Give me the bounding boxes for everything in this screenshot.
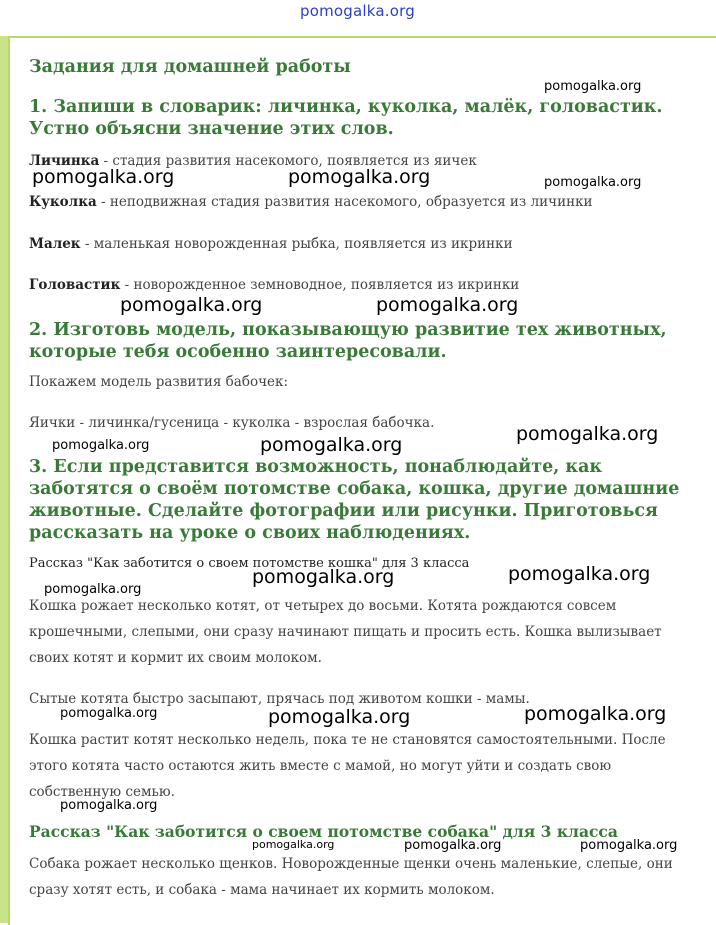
watermark: pomogalka.org — [524, 703, 667, 725]
term-row-pupa — [29, 189, 689, 215]
term-pupa-definition: - неподвижная стадия развития насекомого, образуется из личинки — [96, 194, 593, 210]
watermark: pomogalka.org — [288, 166, 431, 188]
term-fry: Малек — [29, 236, 81, 252]
task1-heading: 1. Запиши в словарик: личинка, куколка, малёк, головастик. Устно объясни значение этих слов. — [29, 97, 663, 139]
site-logo-link[interactable]: pomogalka.org — [300, 2, 415, 20]
site-header — [0, 0, 716, 34]
watermark: pomogalka.org — [376, 294, 519, 316]
watermark: pomogalka.org — [544, 79, 642, 94]
watermark: pomogalka.org — [508, 563, 651, 585]
cat-story-title: Рассказ "Как заботится о своем потомстве кошка" для 3 класса — [29, 556, 470, 571]
watermark: pomogalka.org — [260, 434, 403, 456]
term-larva: Личинка — [29, 153, 100, 169]
term-larva-definition: - стадия развития насекомого, появляется из яичек — [99, 153, 477, 169]
left-accent-bar — [0, 36, 8, 923]
watermark: pomogalka.org — [60, 798, 158, 813]
watermark: pomogalka.org — [516, 423, 659, 445]
task2-paragraph-1: Покажем модель развития бабочек: — [29, 374, 288, 390]
watermark: pomogalka.org — [252, 838, 335, 851]
dog-story-paragraph-1: Собака рожает несколько щенков. Новорожденные щенки очень маленькие, слепые, они сразу хотят есть, и собака - мама начинает их кормить молоком. — [29, 856, 673, 898]
cat-story-paragraph-2: Сытые котята быстро засыпают, прячась под животом кошки - мамы. — [29, 691, 530, 707]
cat-story-paragraph-3: Кошка растит котят несколько недель, пока те не становятся самостоятельными. После этого котята часто остаются жить вместе с мамой, но могут уйти и создать свою собственную семью. — [29, 732, 666, 800]
watermark: pomogalka.org — [120, 294, 263, 316]
term-tadpole: Головастик — [29, 277, 121, 293]
cat-story-paragraph-1: Кошка рожает несколько котят, от четырех до восьми. Котята рождаются совсем крошечными, слепыми, они сразу начинают пищать и просить есть. Кошка вылизывает своих котят и кормит их своим молоком. — [29, 598, 662, 666]
task2-heading: 2. Изготовь модель, показывающую развитие тех животных, которые тебя особенно заинтересовали. — [29, 320, 667, 362]
watermark: pomogalka.org — [44, 582, 142, 597]
term-row-fry — [29, 231, 689, 257]
dog-story-title: Рассказ "Как заботится о своем потомстве собака" для 3 класса — [29, 822, 618, 841]
watermark: pomogalka.org — [544, 175, 642, 190]
watermark: pomogalka.org — [252, 566, 395, 588]
watermark: pomogalka.org — [404, 838, 502, 853]
watermark: pomogalka.org — [32, 166, 175, 188]
watermark: pomogalka.org — [52, 438, 150, 453]
task3-heading: 3. Если представится возможность, понаблюдайте, как заботятся о своём потомстве собака, кошка, другие домашние животные. Сделайте фотографии или рисунки. Приготовься рассказать на уроке о своих наблюдениях. — [29, 457, 680, 543]
term-fry-definition: - маленькая новорожденная рыбка, появляется из икринки — [80, 236, 513, 252]
task2-paragraph-2: Яички - личинка/гусеница - куколка - взрослая бабочка. — [29, 415, 435, 431]
watermark: pomogalka.org — [60, 706, 158, 721]
watermark: pomogalka.org — [580, 838, 678, 853]
term-pupa: Куколка — [29, 194, 97, 210]
section-title: Задания для домашней работы — [29, 57, 351, 77]
term-tadpole-definition: - новорожденное земноводное, появляется из икринки — [120, 277, 520, 293]
watermark: pomogalka.org — [268, 706, 411, 728]
